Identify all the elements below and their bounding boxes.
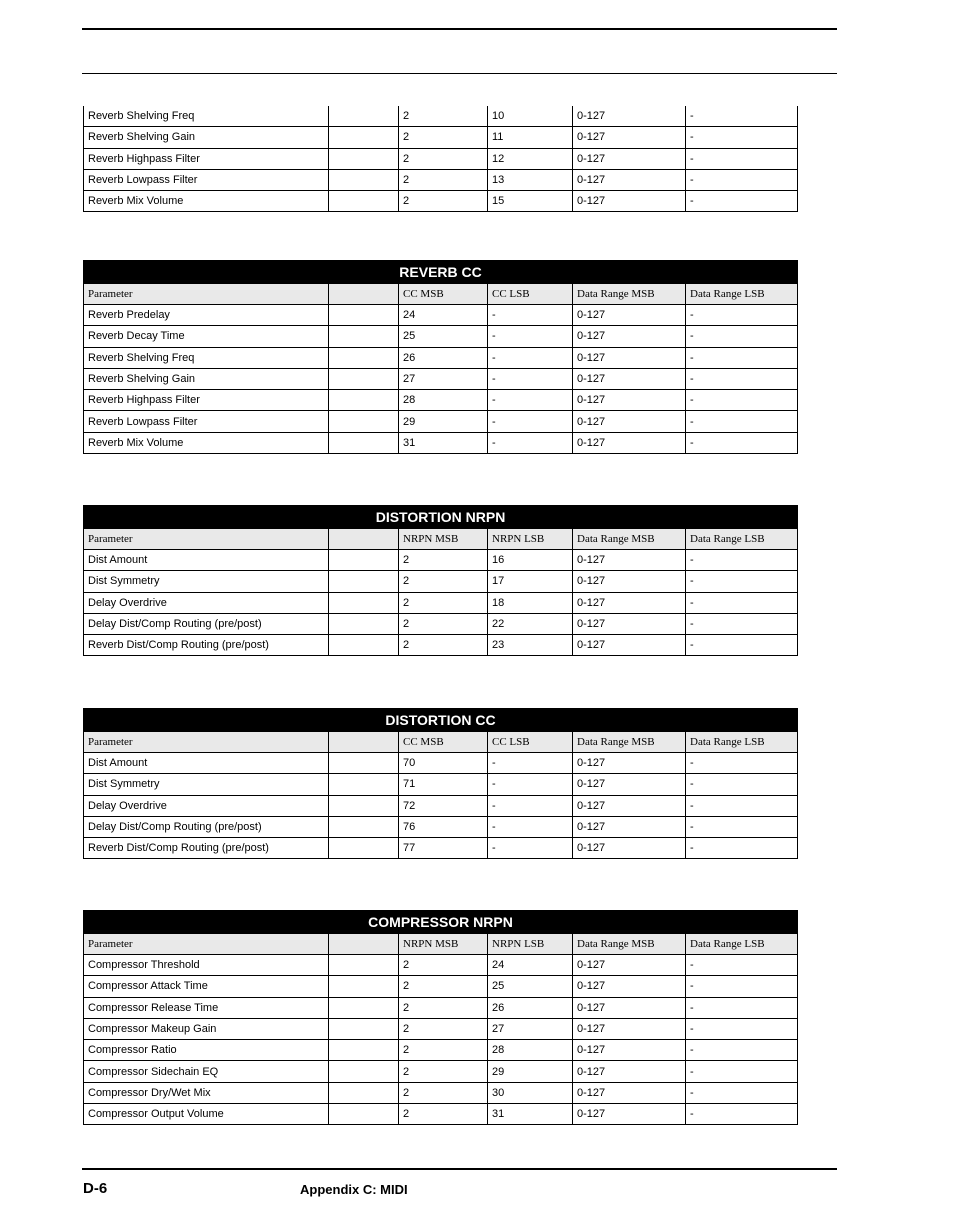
table-row	[84, 635, 798, 656]
table-cell: 0-127	[573, 753, 686, 774]
table-cell: -	[686, 838, 798, 859]
table-cell: -	[686, 997, 798, 1018]
table-cell	[329, 774, 399, 795]
table-cell: -	[686, 127, 798, 148]
table-cell: 0-127	[573, 347, 686, 368]
column-header	[329, 284, 399, 305]
table-cell: Reverb Shelving Freq	[84, 106, 329, 127]
table-cell: 24	[399, 305, 488, 326]
table-cell: Reverb Mix Volume	[84, 191, 329, 212]
column-header: NRPN MSB	[399, 529, 488, 550]
table-cell: Reverb Lowpass Filter	[84, 169, 329, 190]
distortion-nrpn-table	[83, 505, 798, 656]
table-cell: Reverb Decay Time	[84, 326, 329, 347]
header-rule-top	[82, 28, 837, 30]
table-cell: -	[488, 838, 573, 859]
table-cell: Reverb Highpass Filter	[84, 148, 329, 169]
table-row	[84, 550, 798, 571]
table-row	[84, 795, 798, 816]
table-row	[84, 411, 798, 432]
table-row	[84, 613, 798, 634]
table-cell: 0-127	[573, 368, 686, 389]
table-cell	[329, 795, 399, 816]
table-cell: Compressor Release Time	[84, 997, 329, 1018]
table-title: COMPRESSOR NRPN	[84, 911, 798, 934]
table-cell: Compressor Output Volume	[84, 1104, 329, 1125]
table-cell: -	[686, 550, 798, 571]
table-row	[84, 753, 798, 774]
table-cell: 2	[399, 106, 488, 127]
table-row	[84, 432, 798, 453]
table-row	[84, 326, 798, 347]
table-cell: 29	[399, 411, 488, 432]
table-cell: 0-127	[573, 411, 686, 432]
table-row	[84, 127, 798, 148]
reverb-nrpn-continued-table	[83, 106, 798, 212]
table-cell: -	[686, 795, 798, 816]
table-title-row	[84, 506, 798, 529]
table-cell	[329, 997, 399, 1018]
table-cell: Delay Overdrive	[84, 795, 329, 816]
table-cell: Reverb Highpass Filter	[84, 390, 329, 411]
table-row	[84, 106, 798, 127]
table-cell: 0-127	[573, 127, 686, 148]
table-cell	[329, 592, 399, 613]
table-cell: 0-127	[573, 571, 686, 592]
table-row	[84, 148, 798, 169]
table-cell: -	[488, 326, 573, 347]
table-cell: -	[686, 1061, 798, 1082]
table-title: DISTORTION CC	[84, 709, 798, 732]
table-cell: 2	[399, 191, 488, 212]
table-row	[84, 1082, 798, 1103]
table-cell: -	[488, 432, 573, 453]
table-cell: 2	[399, 1104, 488, 1125]
table-cell: 0-127	[573, 390, 686, 411]
table-cell: -	[686, 326, 798, 347]
table-cell	[329, 191, 399, 212]
compressor-nrpn-table	[83, 910, 798, 1125]
distortion-cc-table	[83, 708, 798, 859]
table-cell: Reverb Predelay	[84, 305, 329, 326]
table-header-row	[84, 284, 798, 305]
table-cell: 2	[399, 635, 488, 656]
table-cell	[329, 1018, 399, 1039]
table-cell	[329, 368, 399, 389]
table-cell: Reverb Shelving Gain	[84, 368, 329, 389]
column-header: CC LSB	[488, 284, 573, 305]
column-header	[329, 529, 399, 550]
table-cell: 25	[488, 976, 573, 997]
column-header: Data Range LSB	[686, 934, 798, 955]
table-cell: 0-127	[573, 976, 686, 997]
table-cell	[329, 432, 399, 453]
column-header: Data Range MSB	[573, 934, 686, 955]
table-cell: 0-127	[573, 635, 686, 656]
table-row	[84, 1018, 798, 1039]
table-cell: 22	[488, 613, 573, 634]
table-cell: 2	[399, 976, 488, 997]
table-title: DISTORTION NRPN	[84, 506, 798, 529]
table-cell: 24	[488, 955, 573, 976]
table-cell: 2	[399, 1040, 488, 1061]
table-cell: 0-127	[573, 1082, 686, 1103]
column-header: Parameter	[84, 529, 329, 550]
table-header-row	[84, 732, 798, 753]
table-cell: -	[488, 774, 573, 795]
table-cell: 0-127	[573, 816, 686, 837]
table-cell	[329, 550, 399, 571]
table-cell: 2	[399, 127, 488, 148]
table-cell: 0-127	[573, 592, 686, 613]
table-row	[84, 191, 798, 212]
table-cell: Dist Symmetry	[84, 571, 329, 592]
table-cell: 10	[488, 106, 573, 127]
table-cell: -	[686, 1082, 798, 1103]
table-row	[84, 816, 798, 837]
table-cell: 16	[488, 550, 573, 571]
table-cell: 28	[488, 1040, 573, 1061]
table-cell: Delay Overdrive	[84, 592, 329, 613]
table-cell: 0-127	[573, 1104, 686, 1125]
table-cell: Compressor Dry/Wet Mix	[84, 1082, 329, 1103]
table-cell	[329, 955, 399, 976]
table-cell: 13	[488, 169, 573, 190]
table-row	[84, 368, 798, 389]
table-cell: -	[686, 148, 798, 169]
table-cell: -	[686, 432, 798, 453]
table-cell: Delay Dist/Comp Routing (pre/post)	[84, 613, 329, 634]
table-cell: -	[686, 571, 798, 592]
column-header: CC MSB	[399, 284, 488, 305]
table-cell: Compressor Ratio	[84, 1040, 329, 1061]
table-cell: 12	[488, 148, 573, 169]
table-row	[84, 390, 798, 411]
table-cell: -	[686, 1018, 798, 1039]
table-cell: 2	[399, 592, 488, 613]
table-cell: Reverb Mix Volume	[84, 432, 329, 453]
table-row	[84, 571, 798, 592]
table-cell: 2	[399, 613, 488, 634]
table-cell: 71	[399, 774, 488, 795]
table-cell: Compressor Threshold	[84, 955, 329, 976]
table-cell: 2	[399, 1018, 488, 1039]
table-cell: 26	[399, 347, 488, 368]
reverb-cc-table	[83, 260, 798, 454]
header-rule-bottom	[82, 73, 837, 74]
table-cell: 0-127	[573, 305, 686, 326]
page-number: D-6	[83, 1180, 108, 1197]
table-cell: -	[488, 411, 573, 432]
table-cell: -	[686, 169, 798, 190]
table-cell: Dist Amount	[84, 550, 329, 571]
table-cell: 0-127	[573, 148, 686, 169]
table-cell: 31	[488, 1104, 573, 1125]
table-cell	[329, 326, 399, 347]
table-cell	[329, 347, 399, 368]
table-cell: -	[488, 347, 573, 368]
table-cell: -	[488, 305, 573, 326]
column-header: Parameter	[84, 934, 329, 955]
table-cell	[329, 411, 399, 432]
table-row	[84, 592, 798, 613]
table-cell: Reverb Shelving Freq	[84, 347, 329, 368]
table-cell: Dist Symmetry	[84, 774, 329, 795]
table-cell: 28	[399, 390, 488, 411]
table-cell: 0-127	[573, 795, 686, 816]
table-cell: 17	[488, 571, 573, 592]
table-cell	[329, 816, 399, 837]
column-header: CC LSB	[488, 732, 573, 753]
column-header: Data Range LSB	[686, 732, 798, 753]
table-title-row	[84, 709, 798, 732]
table-cell: -	[488, 816, 573, 837]
table-header-row	[84, 529, 798, 550]
table-cell: 31	[399, 432, 488, 453]
table-cell: 30	[488, 1082, 573, 1103]
table-row	[84, 774, 798, 795]
table-cell: 2	[399, 1061, 488, 1082]
table-cell	[329, 571, 399, 592]
table-cell	[329, 838, 399, 859]
table-cell: 2	[399, 955, 488, 976]
table-cell: 0-127	[573, 550, 686, 571]
table-cell	[329, 635, 399, 656]
table-cell	[329, 753, 399, 774]
table-cell: Compressor Attack Time	[84, 976, 329, 997]
column-header: Data Range MSB	[573, 284, 686, 305]
table-row	[84, 169, 798, 190]
column-header	[329, 934, 399, 955]
table-cell: 72	[399, 795, 488, 816]
column-header: Data Range LSB	[686, 529, 798, 550]
table-cell: 0-127	[573, 997, 686, 1018]
table-cell	[329, 1082, 399, 1103]
table-cell	[329, 127, 399, 148]
table-cell: 77	[399, 838, 488, 859]
table-cell: -	[686, 1040, 798, 1061]
table-cell	[329, 390, 399, 411]
column-header: NRPN MSB	[399, 934, 488, 955]
table-cell: -	[686, 753, 798, 774]
table-row	[84, 347, 798, 368]
table-cell: 0-127	[573, 191, 686, 212]
table-cell: 0-127	[573, 1040, 686, 1061]
table-cell: -	[488, 795, 573, 816]
table-cell: 0-127	[573, 838, 686, 859]
table-cell: -	[686, 347, 798, 368]
table-cell: 27	[399, 368, 488, 389]
column-header: Data Range MSB	[573, 529, 686, 550]
table-cell: -	[686, 411, 798, 432]
table-cell: 0-127	[573, 1061, 686, 1082]
table-title-row	[84, 261, 798, 284]
table-cell: 29	[488, 1061, 573, 1082]
table-row	[84, 997, 798, 1018]
table-cell: 15	[488, 191, 573, 212]
column-header	[329, 732, 399, 753]
table-cell: 0-127	[573, 432, 686, 453]
table-cell	[329, 613, 399, 634]
column-header: Parameter	[84, 732, 329, 753]
table-cell: 27	[488, 1018, 573, 1039]
table-title-row	[84, 911, 798, 934]
table-cell: 18	[488, 592, 573, 613]
table-cell: Reverb Dist/Comp Routing (pre/post)	[84, 838, 329, 859]
table-cell: Delay Dist/Comp Routing (pre/post)	[84, 816, 329, 837]
column-header: Data Range MSB	[573, 732, 686, 753]
table-cell: -	[686, 635, 798, 656]
table-cell: 2	[399, 148, 488, 169]
table-cell: -	[686, 613, 798, 634]
table-cell	[329, 1040, 399, 1061]
table-cell: 2	[399, 997, 488, 1018]
table-cell: -	[488, 368, 573, 389]
table-cell: -	[488, 390, 573, 411]
table-cell: 0-127	[573, 774, 686, 795]
table-row	[84, 1104, 798, 1125]
table-cell: 2	[399, 550, 488, 571]
table-cell: -	[686, 955, 798, 976]
table-cell: -	[686, 1104, 798, 1125]
table-cell	[329, 1061, 399, 1082]
table-cell: 0-127	[573, 326, 686, 347]
column-header: CC MSB	[399, 732, 488, 753]
column-header: NRPN LSB	[488, 934, 573, 955]
table-cell: 2	[399, 169, 488, 190]
table-cell: Compressor Sidechain EQ	[84, 1061, 329, 1082]
table-row	[84, 838, 798, 859]
table-cell: -	[488, 753, 573, 774]
table-cell: 25	[399, 326, 488, 347]
table-cell: -	[686, 390, 798, 411]
footer-rule	[82, 1168, 837, 1170]
table-cell: 76	[399, 816, 488, 837]
table-cell: -	[686, 305, 798, 326]
table-row	[84, 305, 798, 326]
table-cell: -	[686, 816, 798, 837]
column-header: NRPN LSB	[488, 529, 573, 550]
table-cell: 0-127	[573, 1018, 686, 1039]
table-cell: -	[686, 106, 798, 127]
table-header-row	[84, 934, 798, 955]
table-cell: Dist Amount	[84, 753, 329, 774]
table-cell: 0-127	[573, 169, 686, 190]
table-row	[84, 955, 798, 976]
table-row	[84, 1061, 798, 1082]
table-cell: Reverb Lowpass Filter	[84, 411, 329, 432]
table-cell	[329, 148, 399, 169]
table-cell	[329, 106, 399, 127]
column-header: Data Range LSB	[686, 284, 798, 305]
table-row	[84, 1040, 798, 1061]
section-title: Appendix C: MIDI	[300, 1182, 408, 1197]
table-cell: 0-127	[573, 955, 686, 976]
table-cell: 2	[399, 571, 488, 592]
table-cell: -	[686, 592, 798, 613]
table-cell: -	[686, 976, 798, 997]
table-cell: Reverb Shelving Gain	[84, 127, 329, 148]
table-cell: -	[686, 191, 798, 212]
table-cell: 26	[488, 997, 573, 1018]
column-header: Parameter	[84, 284, 329, 305]
table-cell: 11	[488, 127, 573, 148]
table-cell	[329, 169, 399, 190]
table-cell	[329, 976, 399, 997]
table-title: REVERB CC	[84, 261, 798, 284]
table-cell	[329, 1104, 399, 1125]
table-cell: Reverb Dist/Comp Routing (pre/post)	[84, 635, 329, 656]
table-cell: 0-127	[573, 613, 686, 634]
table-cell: 0-127	[573, 106, 686, 127]
table-cell: -	[686, 774, 798, 795]
table-cell: 23	[488, 635, 573, 656]
table-cell: 2	[399, 1082, 488, 1103]
table-cell: Compressor Makeup Gain	[84, 1018, 329, 1039]
table-cell: 70	[399, 753, 488, 774]
table-cell	[329, 305, 399, 326]
table-row	[84, 976, 798, 997]
table-cell: -	[686, 368, 798, 389]
